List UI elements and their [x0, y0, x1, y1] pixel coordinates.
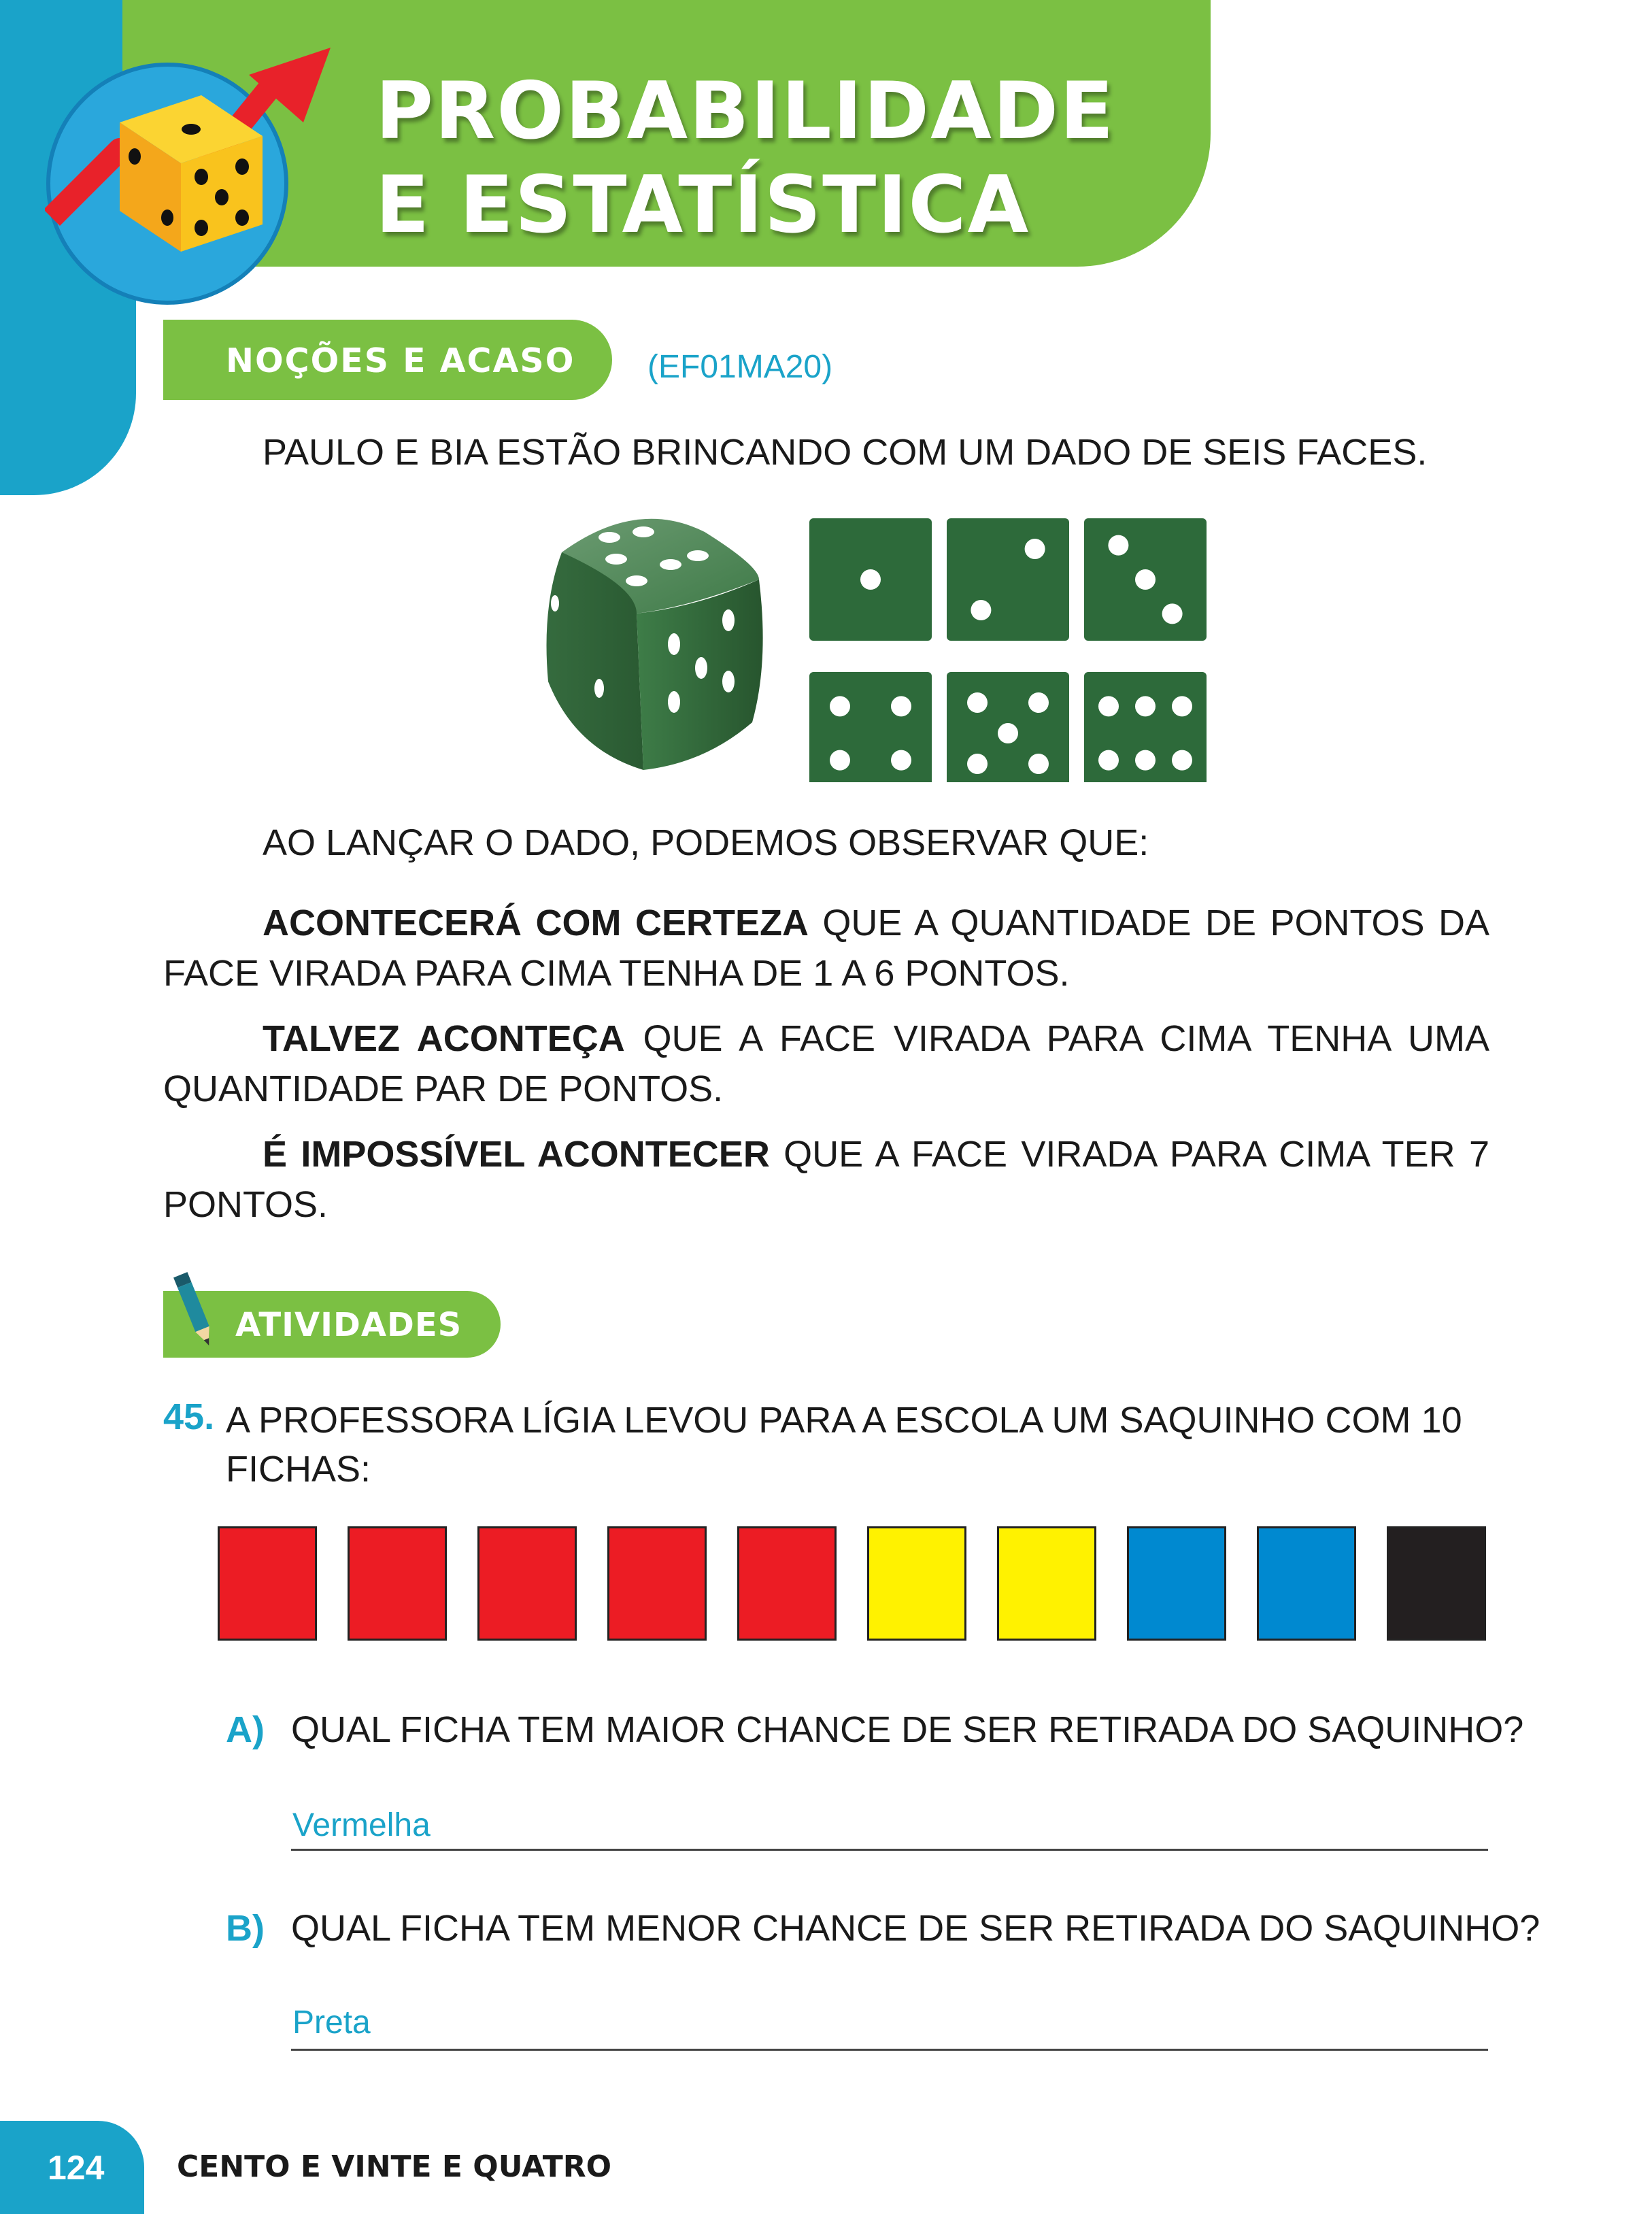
chip [477, 1526, 577, 1641]
chip [997, 1526, 1096, 1641]
dice-face-1 [809, 518, 932, 641]
title-line-1: PROBABILIDADE [375, 65, 1115, 157]
dice-pip [1172, 750, 1192, 771]
statement-maybe-text: QUE A FACE VIRADA PARA CIMA TENHA UMA QUANTIDADE PAR DE PONTOS. [163, 1018, 1489, 1109]
dice-pip [1135, 569, 1156, 590]
dice-arrow-icon [45, 48, 337, 306]
title-line-2: E ESTATÍSTICA [375, 159, 1030, 251]
statement-impossible-text: QUE A FACE VIRADA PARA CIMA TER 7 PONTOS. [163, 1134, 1489, 1225]
dice-face-4 [809, 672, 932, 782]
statement-maybe [163, 1013, 1489, 1114]
dice-face-6 [1084, 672, 1207, 782]
dice-pip [830, 750, 850, 771]
pencil-icon [171, 1271, 219, 1352]
chip [607, 1526, 707, 1641]
chip [218, 1526, 317, 1641]
question-number: 45. [163, 1396, 215, 1437]
dice-face-2 [947, 518, 1069, 641]
dice-pip [1135, 696, 1156, 716]
chip [348, 1526, 447, 1641]
chip [867, 1526, 966, 1641]
answer-a: Vermelha [292, 1807, 431, 1843]
dice-pip [971, 600, 991, 620]
intro-text: PAULO E BIA ESTÃO BRINCANDO COM UM DADO DE SEIS FACES. [263, 432, 1428, 473]
section-label: NOÇÕES E ACASO [226, 341, 575, 380]
page-title [375, 65, 1115, 252]
chip [1257, 1526, 1356, 1641]
observe-text: AO LANÇAR O DADO, PODEMOS OBSERVAR QUE: [263, 822, 1149, 863]
answer-a-line [291, 1849, 1488, 1851]
dice-face-3 [1084, 518, 1207, 641]
dice-pip [1162, 603, 1183, 624]
activities-label: ATIVIDADES [235, 1306, 462, 1344]
sub-question-b-letter: B) [226, 1908, 265, 1949]
sub-question-a-text: QUAL FICHA TEM MAIOR CHANCE DE SER RETIRADA DO SAQUINHO? [291, 1709, 1524, 1750]
dice-pip [967, 754, 988, 774]
dice-3d [547, 519, 763, 770]
page-number: 124 [48, 2149, 105, 2187]
sub-question-a-letter: A) [226, 1709, 265, 1750]
dice-pip [1108, 535, 1128, 556]
dice-pip [1098, 750, 1119, 771]
dice-pip [860, 569, 881, 590]
dice-faces [809, 518, 1207, 782]
answer-b: Preta [292, 2005, 371, 2041]
dice-pip [1028, 754, 1049, 774]
dice-pip [998, 723, 1018, 743]
dice-pip [830, 696, 850, 716]
dice-pip [1172, 696, 1192, 716]
dice-illustration [535, 505, 1213, 782]
statement-certain-bold: ACONTECERÁ COM CERTEZA [263, 903, 809, 943]
question-text: A PROFESSORA LÍGIA LEVOU PARA A ESCOLA UM SAQUINHO COM 10 FICHAS: [226, 1400, 1462, 1490]
section-heading [163, 320, 612, 400]
skill-code: (EF01MA20) [647, 349, 833, 385]
statement-certain-text: QUE A QUANTIDADE DE PONTOS DA FACE VIRADA PARA CIMA TENHA DE 1 A 6 PONTOS. [163, 903, 1490, 994]
dice-pip [967, 692, 988, 713]
chips-row [218, 1526, 1489, 1643]
chip [1127, 1526, 1226, 1641]
chip [737, 1526, 837, 1641]
chip [1387, 1526, 1486, 1641]
answer-b-line [291, 2049, 1488, 2051]
page-number-badge [0, 2121, 144, 2214]
statement-impossible [163, 1129, 1489, 1230]
sub-question-b-text: QUAL FICHA TEM MENOR CHANCE DE SER RETIRADA DO SAQUINHO? [291, 1908, 1540, 1949]
dice-face-5 [947, 672, 1069, 782]
dice-pip [1135, 750, 1156, 771]
statement-certain [163, 898, 1489, 999]
page-number-words: CENTO E VINTE E QUATRO [177, 2149, 612, 2184]
dice-pip [891, 750, 911, 771]
statement-maybe-bold: TALVEZ ACONTEÇA [263, 1018, 625, 1059]
dice-pip [1098, 696, 1119, 716]
dice-pip [1028, 692, 1049, 713]
statement-impossible-bold: É IMPOSSÍVEL ACONTECER [263, 1134, 770, 1175]
dice-pip [891, 696, 911, 716]
dice-pip [1025, 539, 1045, 559]
